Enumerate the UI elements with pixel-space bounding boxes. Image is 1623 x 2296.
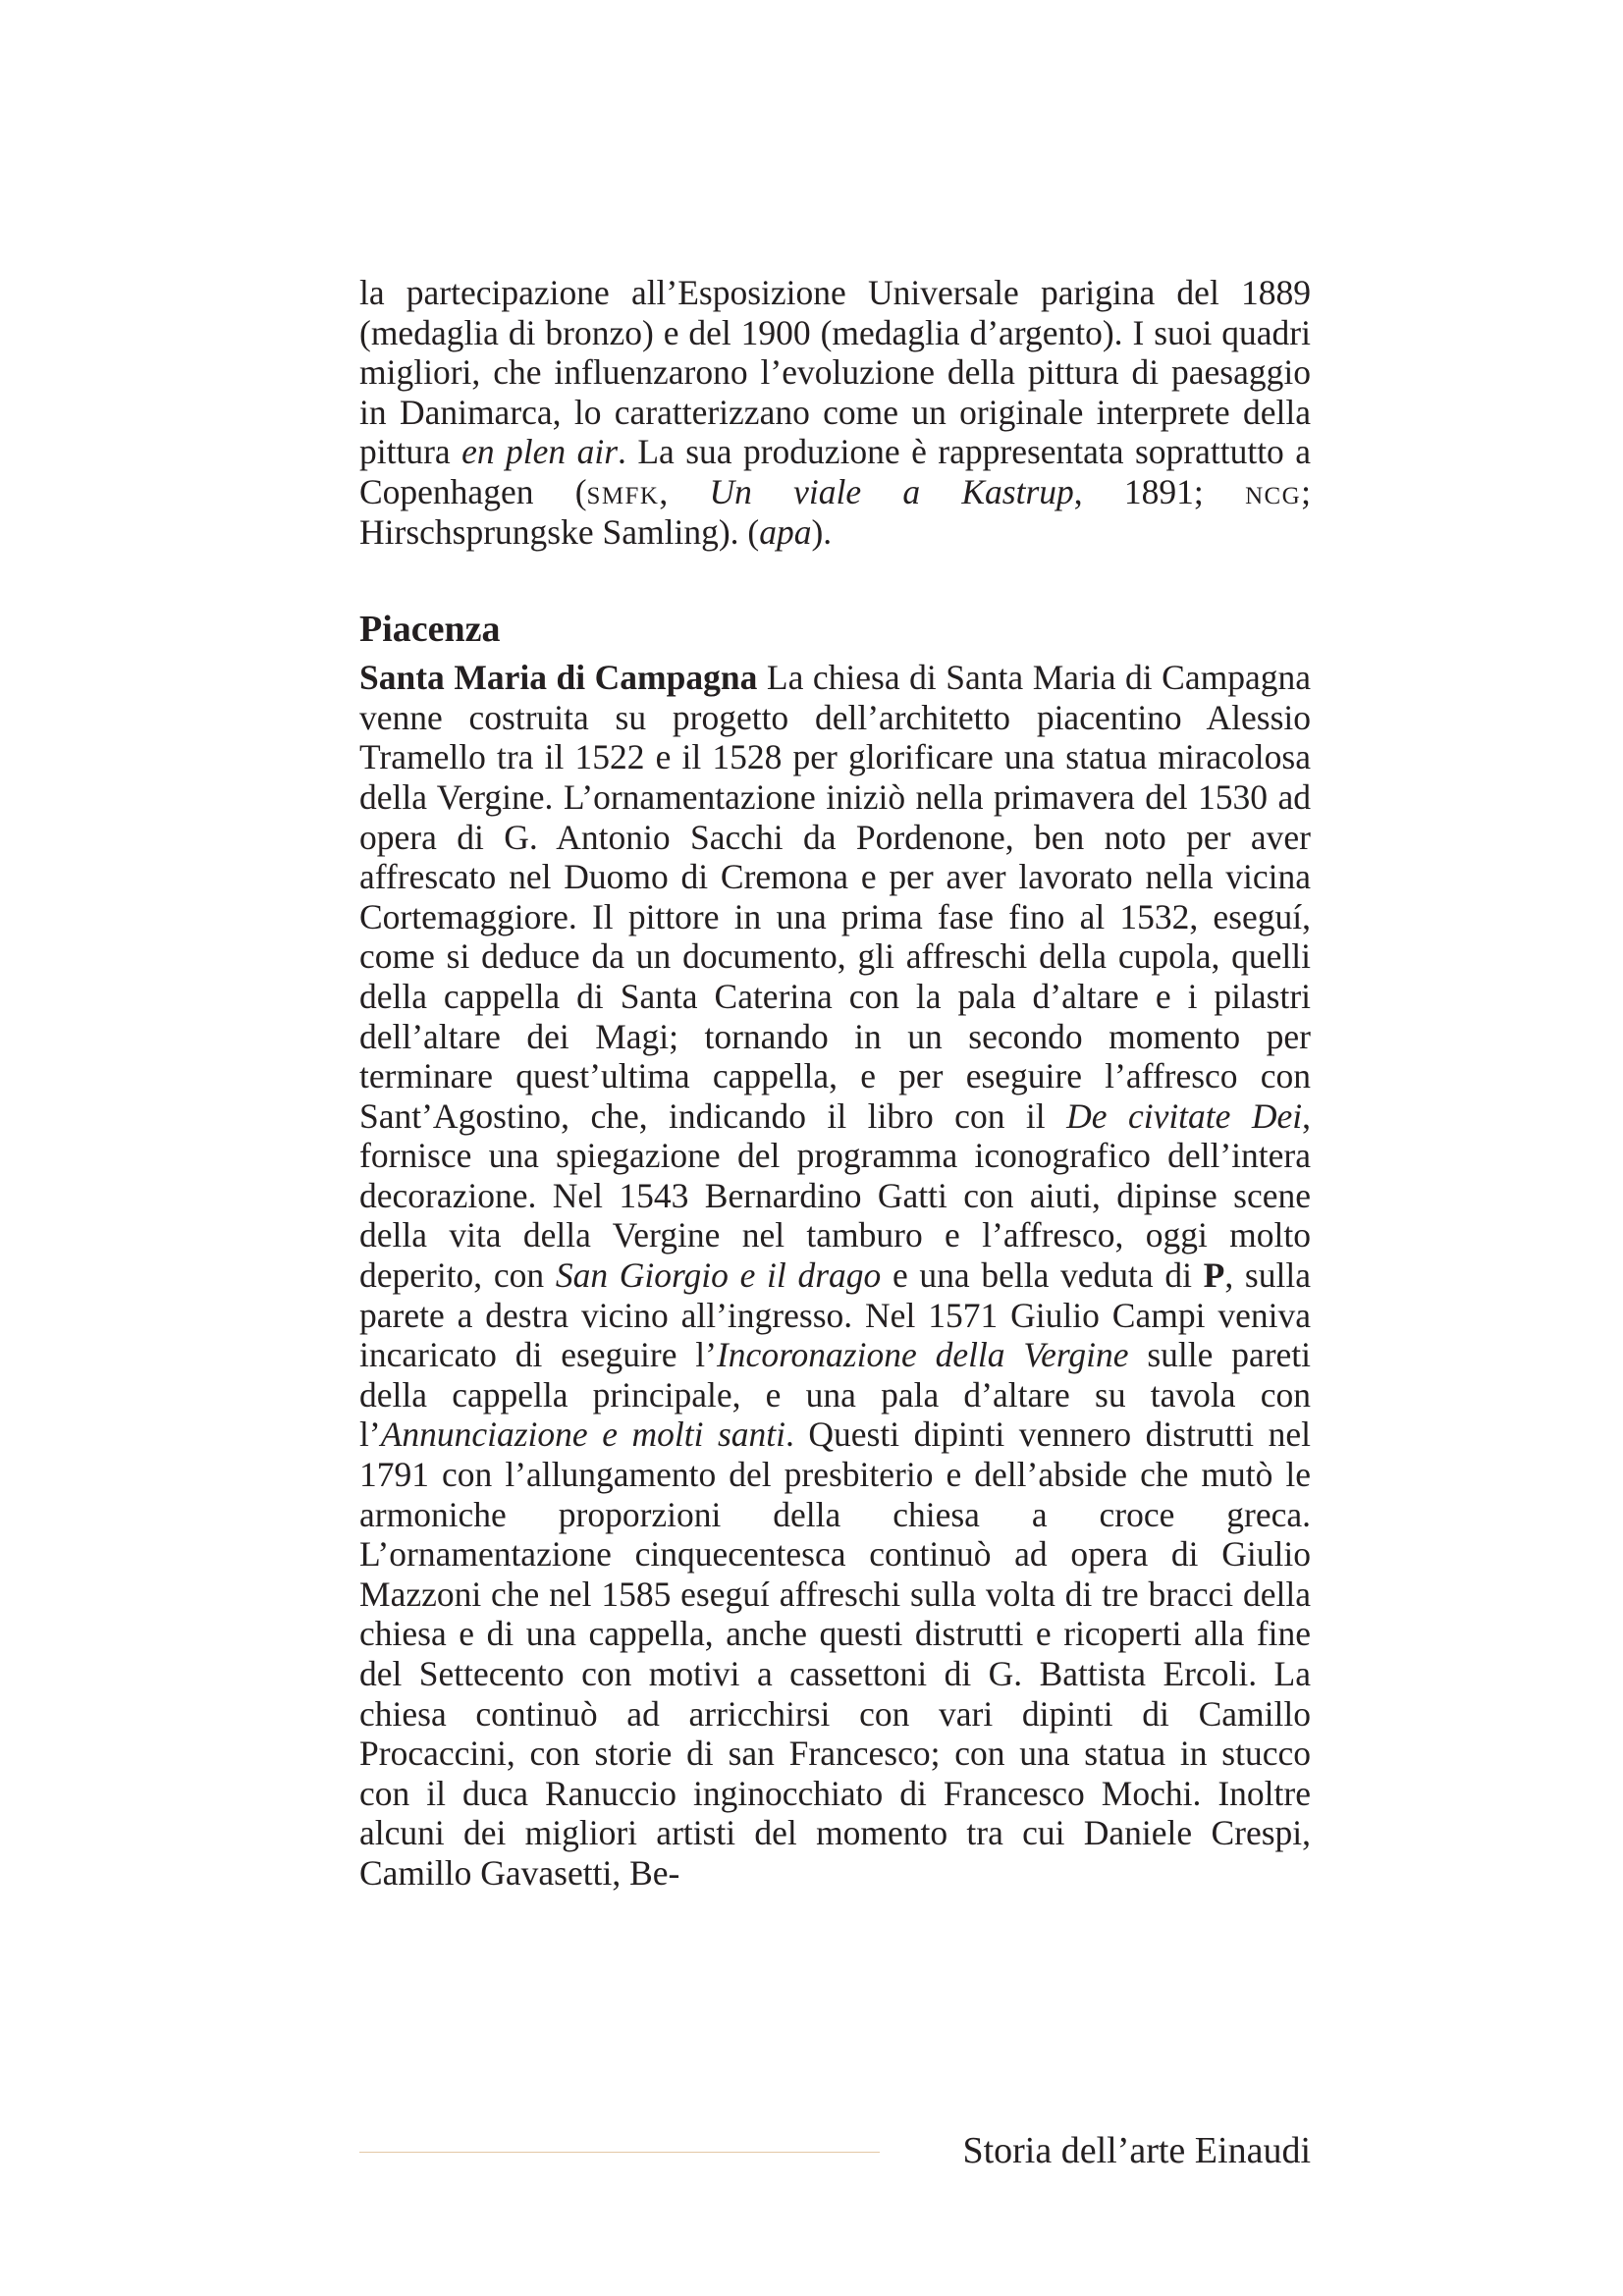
entry-italic-de-civitate-dei: De civitate Dei <box>1066 1095 1303 1136</box>
intro-text-2: . La sua produzione è rappresentata soprattutto a Copenhagen ( <box>359 432 1312 511</box>
entry-italic-san-giorgio: San Giorgio e il drago <box>555 1255 882 1296</box>
author-initials: apa <box>759 511 812 552</box>
intro-text-5: ; Hirschsprungske Samling). ( <box>359 471 1311 552</box>
intro-text-4: , 1891; <box>1073 471 1246 511</box>
entry-text-5: sulle pareti della cappella principale, e una pala d’altare su tavola con l’ <box>359 1335 1312 1455</box>
footer-rule <box>359 2152 880 2153</box>
entry-italic-incoronazione: Incoronazione della Vergine <box>716 1335 1129 1375</box>
entry-bold-p: P <box>1203 1255 1225 1296</box>
intro-text-3: , <box>659 471 710 511</box>
entry-text-2: , fornisce una spiegazione del programma iconografico dell’intera decorazione. Nel 1543 Bernardino Gatti con aiuti, dipinse scene della vita della Vergine nel tamburo e l’affresco, oggi molto deperito, con <box>359 1095 1312 1296</box>
intro-text-1: la partecipazione all’Esposizione Universale parigina del 1889 (medaglia di bronzo) e del 1900 (medaglia d’argento). I suoi quadri migliori, che influenzarono l’evoluzione della pittura di paesaggio in Danimarca, lo caratterizzano come un originale interprete della pittura <box>359 273 1311 472</box>
page-footer <box>359 2128 1311 2177</box>
abbr-ncg: ncg <box>1245 471 1302 511</box>
entry-italic-annunciazione: Annunciazione e molti santi <box>380 1415 785 1455</box>
entry-text-4: , sulla parete a destra vicino all’ingresso. Nel 1571 Giulio Campi veniva incaricato di eseguire l’ <box>359 1255 1311 1375</box>
intro-paragraph <box>359 273 1311 552</box>
section-heading: Piacenza <box>359 609 501 651</box>
entry-text-1: La chiesa di Santa Maria di Campagna venne costruita su progetto dell’architetto piacentino Alessio Tramello tra il 1522 e il 1528 per glorificare una statua miracolosa della Vergine. L’ornamentazione iniziò nella primavera del 1530 ad opera di G. Antonio Sacchi da Pordenone, ben noto per aver affrescato nel Duomo di Cremona e per aver lavorato nella vicina Cortemaggiore. Il pittore in una prima fase fino al 1532, eseguí, come si deduce da un documento, gli affreschi della cupola, quelli della cappella di Santa Caterina con la pala d’altare e i pilastri dell’altare dei Magi; tornando in un secondo momento per terminare quest’ultima cappella, e per eseguire l’affresco con Sant’Agostino, che, indicando il libro con il <box>359 658 1311 1136</box>
entry-text-6: . Questi dipinti vennero distrutti nel 1791 con l’allungamento del presbiterio e dell’abside che mutò le armoniche proporzioni della chiesa a croce greca. L’ornamentazione cinquecentesca continuò ad opera di Giulio Mazzoni che nel 1585 eseguí affreschi sulla volta di tre bracci della chiesa e di una cappella, anche questi distrutti e ricoperti alla fine del Settecento con motivi a cassettoni di G. Battista Ercoli. La chiesa continuò ad arricchirsi con vari dipinti di Camillo Procaccini, con storie di san Francesco; con una statua in stucco con il duca Ranuccio inginocchiato di Francesco Mochi. Inoltre alcuni dei migliori artisti del momento tra cui Daniele Crespi, Camillo Gavasetti, Be- <box>359 1415 1311 1893</box>
intro-italic-en-plen-air: en plen air <box>461 432 619 472</box>
entry-text-3: e una bella veduta di <box>881 1255 1204 1296</box>
page-body <box>359 273 1311 1894</box>
entry-title: Santa Maria di Campagna <box>359 658 758 698</box>
footer-publication-title: Storia dell’arte Einaudi <box>962 2130 1311 2171</box>
entry-paragraph <box>359 658 1311 1893</box>
intro-text-6: ). <box>811 511 833 552</box>
intro-italic-work-title: Un viale a Kastrup <box>709 471 1074 511</box>
abbr-smfk: smfk <box>586 471 660 511</box>
